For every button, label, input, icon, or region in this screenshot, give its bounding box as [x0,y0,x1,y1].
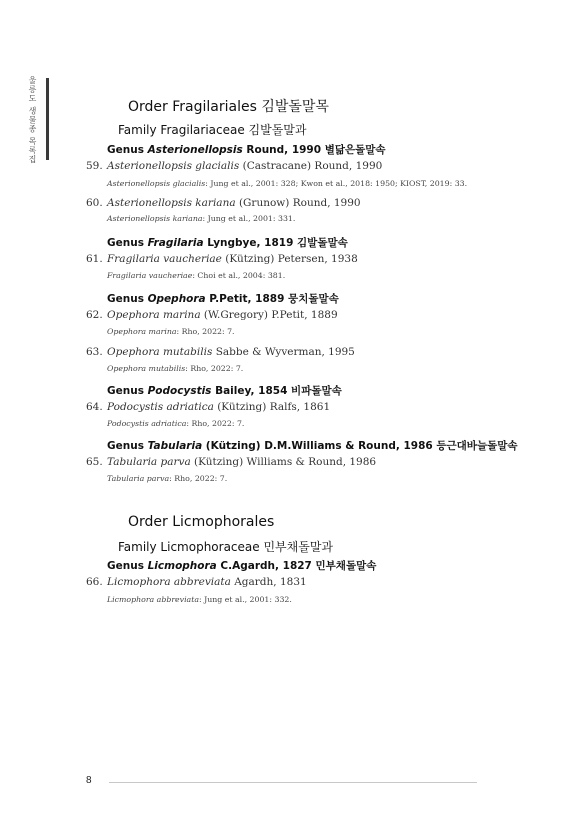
species-name: Opephora marina [107,309,201,321]
species-author: (Kützing) Petersen, 1938 [221,253,358,265]
side-section-label: 울릉도 생물종 목록집 [28,76,37,165]
species-author: (W.Gregory) P.Petit, 1889 [200,309,338,321]
reference-species: Asterionellopsis kariana [107,214,203,223]
genus-suffix: Bailey, 1854 비파돌말속 [211,385,342,397]
entry-number: 61. [86,253,103,265]
species-author: (Castracane) Round, 1990 [239,160,383,172]
species-reference [107,327,235,336]
entry-number: 60. [86,197,103,209]
entry-number: 65. [86,456,103,468]
reference-citation: : Jung et al., 2001: 331. [202,214,296,223]
species-entry [86,576,307,588]
species-name: Tabularia parva [107,456,191,468]
species-name: Asterionellopsis kariana [107,197,236,209]
genus-suffix: P.Petit, 1889 뭉치돌말속 [205,293,339,305]
species-reference [107,179,467,188]
family-title: Family Fragilariaceae 김발돌말과 [118,123,307,137]
genus-name: Tabularia [147,440,203,452]
reference-species: Licmophora abbreviata [107,595,199,604]
species-name: Podocystis adriatica [107,401,214,413]
species-author: Agardh, 1831 [230,576,307,588]
entry-number: 64. [86,401,103,413]
species-author: Sabbe & Wyverman, 1995 [212,346,355,358]
reference-species: Fragilaria vaucheriae [107,271,193,280]
species-entry [86,309,338,321]
species-reference [107,214,295,223]
entry-number: 66. [86,576,103,588]
reference-species: Opephora marina [107,327,177,336]
order-title: Order Licmophorales [128,514,275,530]
species-reference [107,474,227,483]
genus-prefix: Genus [107,293,148,305]
reference-citation: : Choi et al., 2004: 381. [192,271,286,280]
genus-name: Asterionellopsis [147,144,243,156]
genus-prefix: Genus [107,237,148,249]
species-reference [107,364,243,373]
species-reference [107,419,244,428]
genus-heading [107,558,376,573]
reference-citation: : Rho, 2022: 7. [186,419,245,428]
species-name: Opephora mutabilis [107,346,213,358]
entry-number: 63. [86,346,103,358]
genus-suffix: Round, 1990 별닮은돌말속 [242,144,386,156]
species-entry [86,346,355,358]
reference-species: Opephora mutabilis [107,364,186,373]
species-name: Fragilaria vaucheriae [107,253,222,265]
genus-prefix: Genus [107,144,148,156]
genus-name: Fragilaria [147,237,204,249]
side-bar-divider [46,78,49,160]
entry-number: 62. [86,309,103,321]
species-reference [107,595,292,604]
species-reference [107,271,285,280]
genus-heading [107,142,386,157]
reference-citation: : Jung et al., 2001: 332. [199,595,292,604]
species-author: (Kützing) Williams & Round, 1986 [190,456,377,468]
reference-citation: : Rho, 2022: 7. [176,327,235,336]
footer-divider [109,782,477,783]
genus-name: Licmophora [147,560,217,572]
page-number: 8 [86,775,92,786]
genus-suffix: Lyngbye, 1819 김발돌말속 [203,237,348,249]
reference-citation: : Jung et al., 2001: 328; Kwon et al., 2018: 1950; KIOST, 2019: 33. [205,179,468,188]
species-author: (Grunow) Round, 1990 [235,197,361,209]
genus-prefix: Genus [107,560,148,572]
family-title: Family Licmophoraceae 민부채돌말과 [118,540,334,554]
species-entry [86,197,361,209]
species-author: (Kützing) Ralfs, 1861 [213,401,331,413]
species-entry [86,456,376,468]
genus-suffix: C.Agardh, 1827 민부채돌말속 [216,560,377,572]
genus-heading [107,438,518,453]
reference-species: Podocystis adriatica [107,419,187,428]
genus-name: Podocystis [147,385,212,397]
reference-citation: : Rho, 2022: 7. [169,474,228,483]
species-name: Licmophora abbreviata [107,576,231,588]
genus-prefix: Genus [107,440,148,452]
genus-heading [107,291,339,306]
species-name: Asterionellopsis glacialis [107,160,240,172]
reference-species: Asterionellopsis glacialis [107,179,206,188]
genus-suffix: (Kützing) D.M.Williams & Round, 1986 등근대바늘돌말속 [202,440,518,452]
species-entry [86,401,330,413]
entry-number: 59. [86,160,103,172]
genus-prefix: Genus [107,385,148,397]
genus-heading [107,235,348,250]
species-entry [86,253,358,265]
species-entry [86,160,382,172]
reference-citation: : Rho, 2022: 7. [185,364,244,373]
genus-name: Opephora [147,293,206,305]
genus-heading [107,383,342,398]
order-title: Order Fragilariales 김발돌말목 [128,99,329,115]
reference-species: Tabularia parva [107,474,170,483]
